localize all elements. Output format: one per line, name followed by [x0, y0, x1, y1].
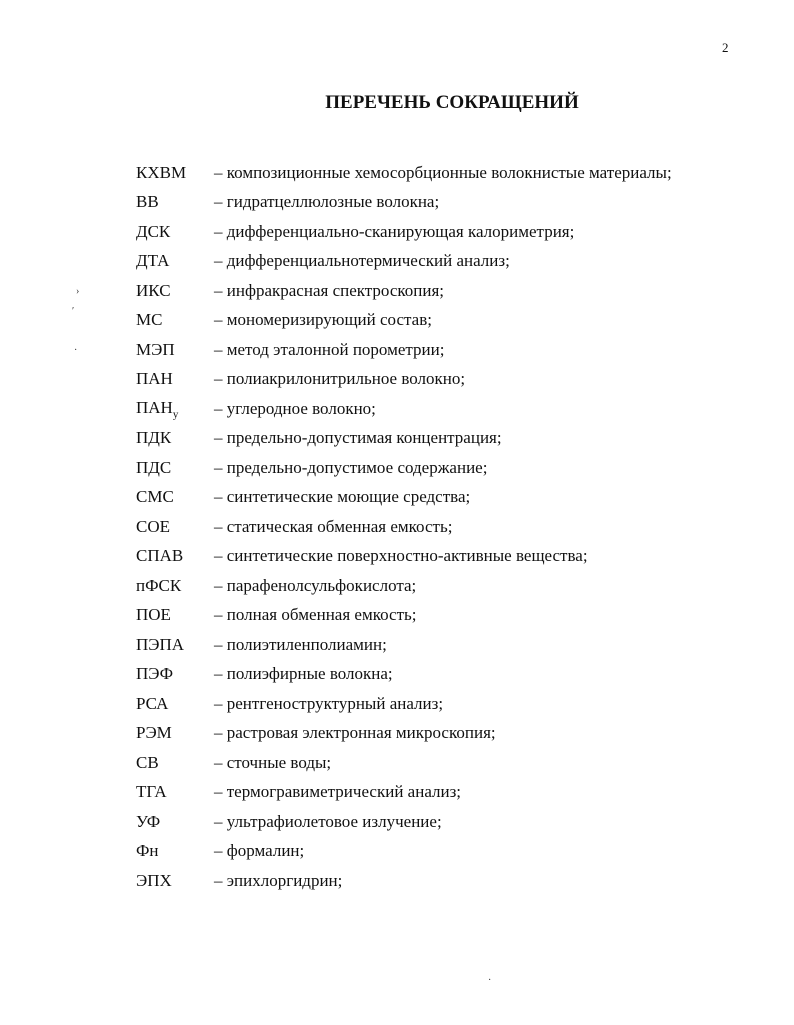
- abbreviation-term-text: ПЭПА: [136, 634, 185, 654]
- list-item: [136, 483, 672, 513]
- list-item: [136, 807, 672, 837]
- abbreviation-term-text: МС: [136, 310, 163, 330]
- abbreviation-term: [136, 871, 214, 891]
- list-item: [136, 748, 672, 778]
- abbreviation-term-text: РСА: [136, 693, 169, 713]
- abbreviation-term-text: КХВМ: [136, 162, 187, 182]
- abbreviation-definition: – эпихлоргидрин;: [214, 870, 343, 890]
- abbreviation-term: [136, 782, 214, 802]
- abbreviation-term: [136, 310, 214, 330]
- abbreviation-definition: – композиционные хемосорбционные волокнистые материалы;: [214, 162, 672, 182]
- list-item: [136, 689, 672, 719]
- list-item: [136, 778, 672, 808]
- list-item: [136, 542, 672, 572]
- list-item: [136, 158, 672, 188]
- abbreviation-term: [136, 753, 214, 773]
- abbreviation-definition: – парафенолсульфокислота;: [214, 575, 417, 595]
- abbreviation-definition: – дифференциально-сканирующая калориметрия;: [214, 221, 575, 241]
- abbreviation-definition: – гидратцеллюлозные волокна;: [214, 192, 440, 212]
- abbreviation-term-text: СОЕ: [136, 516, 170, 536]
- abbreviation-definition: – растровая электронная микроскопия;: [214, 723, 496, 743]
- abbreviation-definition: – полиакрилонитрильное волокно;: [214, 369, 466, 389]
- abbreviation-term-text: пФСК: [136, 575, 182, 595]
- scan-mark: ′: [72, 306, 75, 317]
- list-item: [136, 247, 672, 277]
- abbreviation-term-text: ПДК: [136, 428, 172, 448]
- abbreviation-term-text: МЭП: [136, 339, 175, 359]
- abbreviation-term: [136, 369, 214, 389]
- list-item: [136, 601, 672, 631]
- abbreviation-term-text: ВВ: [136, 192, 159, 212]
- abbreviation-term: [136, 635, 214, 655]
- abbreviation-definition: – мономеризирующий состав;: [214, 310, 432, 330]
- abbreviation-term-subscript: у: [172, 407, 179, 420]
- abbreviation-definition: – формалин;: [214, 841, 305, 861]
- abbreviation-definition: – статическая обменная емкость;: [214, 516, 453, 536]
- list-item: [136, 394, 672, 424]
- list-item: [136, 365, 672, 395]
- abbreviation-term-text: ПОЕ: [136, 605, 171, 625]
- page-number: 2: [722, 40, 729, 55]
- abbreviation-definition: – полиэтиленполиамин;: [214, 634, 387, 654]
- abbreviation-term: [136, 841, 214, 861]
- abbreviation-definition: – углеродное волокно;: [214, 398, 376, 418]
- list-item: [136, 306, 672, 336]
- scan-mark: ·: [488, 975, 492, 986]
- list-item: [136, 424, 672, 454]
- abbreviation-definition: – предельно-допустимая концентрация;: [214, 428, 502, 448]
- abbreviation-definition: – сточные воды;: [214, 752, 332, 772]
- list-item: [136, 217, 672, 247]
- abbreviation-term-text: УФ: [136, 811, 161, 831]
- abbreviation-term: [136, 192, 214, 212]
- list-item: [136, 276, 672, 306]
- abbreviation-term-text: ПЭФ: [136, 664, 174, 684]
- abbreviation-term: [136, 576, 214, 596]
- abbreviation-term: [136, 605, 214, 625]
- abbreviation-term: [136, 664, 214, 684]
- abbreviation-term-text: СПАВ: [136, 546, 184, 566]
- abbreviation-definition: – полиэфирные волокна;: [214, 664, 393, 684]
- abbreviation-term: [136, 251, 214, 271]
- list-item: [136, 630, 672, 660]
- list-item: [136, 571, 672, 601]
- list-item: [136, 512, 672, 542]
- abbreviation-term-text: ПАН: [136, 369, 173, 389]
- abbreviation-definition: – метод эталонной порометрии;: [214, 339, 445, 359]
- abbreviation-term: [136, 428, 214, 448]
- abbreviation-definition: – дифференциальнотермический анализ;: [214, 251, 510, 271]
- abbreviation-definition: – предельно-допустимое содержание;: [214, 457, 488, 477]
- abbreviation-term-text: ПДС: [136, 457, 172, 477]
- abbreviation-definition: – синтетические моющие средства;: [214, 487, 471, 507]
- abbreviation-term: [136, 163, 214, 183]
- abbreviation-term-text: ТГА: [136, 782, 167, 802]
- scan-mark: ·: [74, 345, 78, 356]
- abbreviation-term-text: ЭПХ: [136, 870, 172, 890]
- abbreviation-term: [136, 487, 214, 507]
- abbreviation-term: [136, 281, 214, 301]
- list-item: [136, 866, 672, 896]
- list-item: [136, 837, 672, 867]
- scan-mark: ›: [76, 286, 80, 297]
- abbreviation-term: [136, 458, 214, 478]
- abbreviation-term-text: ИКС: [136, 280, 171, 300]
- abbreviation-term-text: ДТА: [136, 251, 170, 271]
- abbreviation-term: [136, 723, 214, 743]
- page-title: ПЕРЕЧЕНЬ СОКРАЩЕНИЙ: [325, 92, 579, 113]
- abbreviation-term: [136, 398, 214, 420]
- abbreviation-definition: – полная обменная емкость;: [214, 605, 417, 625]
- abbreviation-definition: – инфракрасная спектроскопия;: [214, 280, 445, 300]
- abbreviation-term-text: ПАН: [136, 397, 173, 417]
- abbreviation-definition: – синтетические поверхностно-активные вещества;: [214, 546, 588, 566]
- abbreviation-term: [136, 222, 214, 242]
- abbreviation-term: [136, 694, 214, 714]
- list-item: [136, 660, 672, 690]
- list-item: [136, 188, 672, 218]
- list-item: [136, 719, 672, 749]
- abbreviation-term-text: СВ: [136, 752, 159, 772]
- abbreviation-term-text: ДСК: [136, 221, 171, 241]
- abbreviation-list: [136, 158, 672, 896]
- abbreviation-definition: – термогравиметрический анализ;: [214, 782, 462, 802]
- list-item: [136, 453, 672, 483]
- abbreviation-term: [136, 517, 214, 537]
- abbreviation-term-text: РЭМ: [136, 723, 172, 743]
- abbreviation-definition: – ультрафиолетовое излучение;: [214, 811, 442, 831]
- abbreviation-term-text: Фн: [136, 841, 159, 861]
- abbreviation-term-text: СМС: [136, 487, 174, 507]
- abbreviation-term: [136, 546, 214, 566]
- abbreviation-term: [136, 812, 214, 832]
- abbreviation-term: [136, 340, 214, 360]
- list-item: [136, 335, 672, 365]
- abbreviation-definition: – рентгеноструктурный анализ;: [214, 693, 444, 713]
